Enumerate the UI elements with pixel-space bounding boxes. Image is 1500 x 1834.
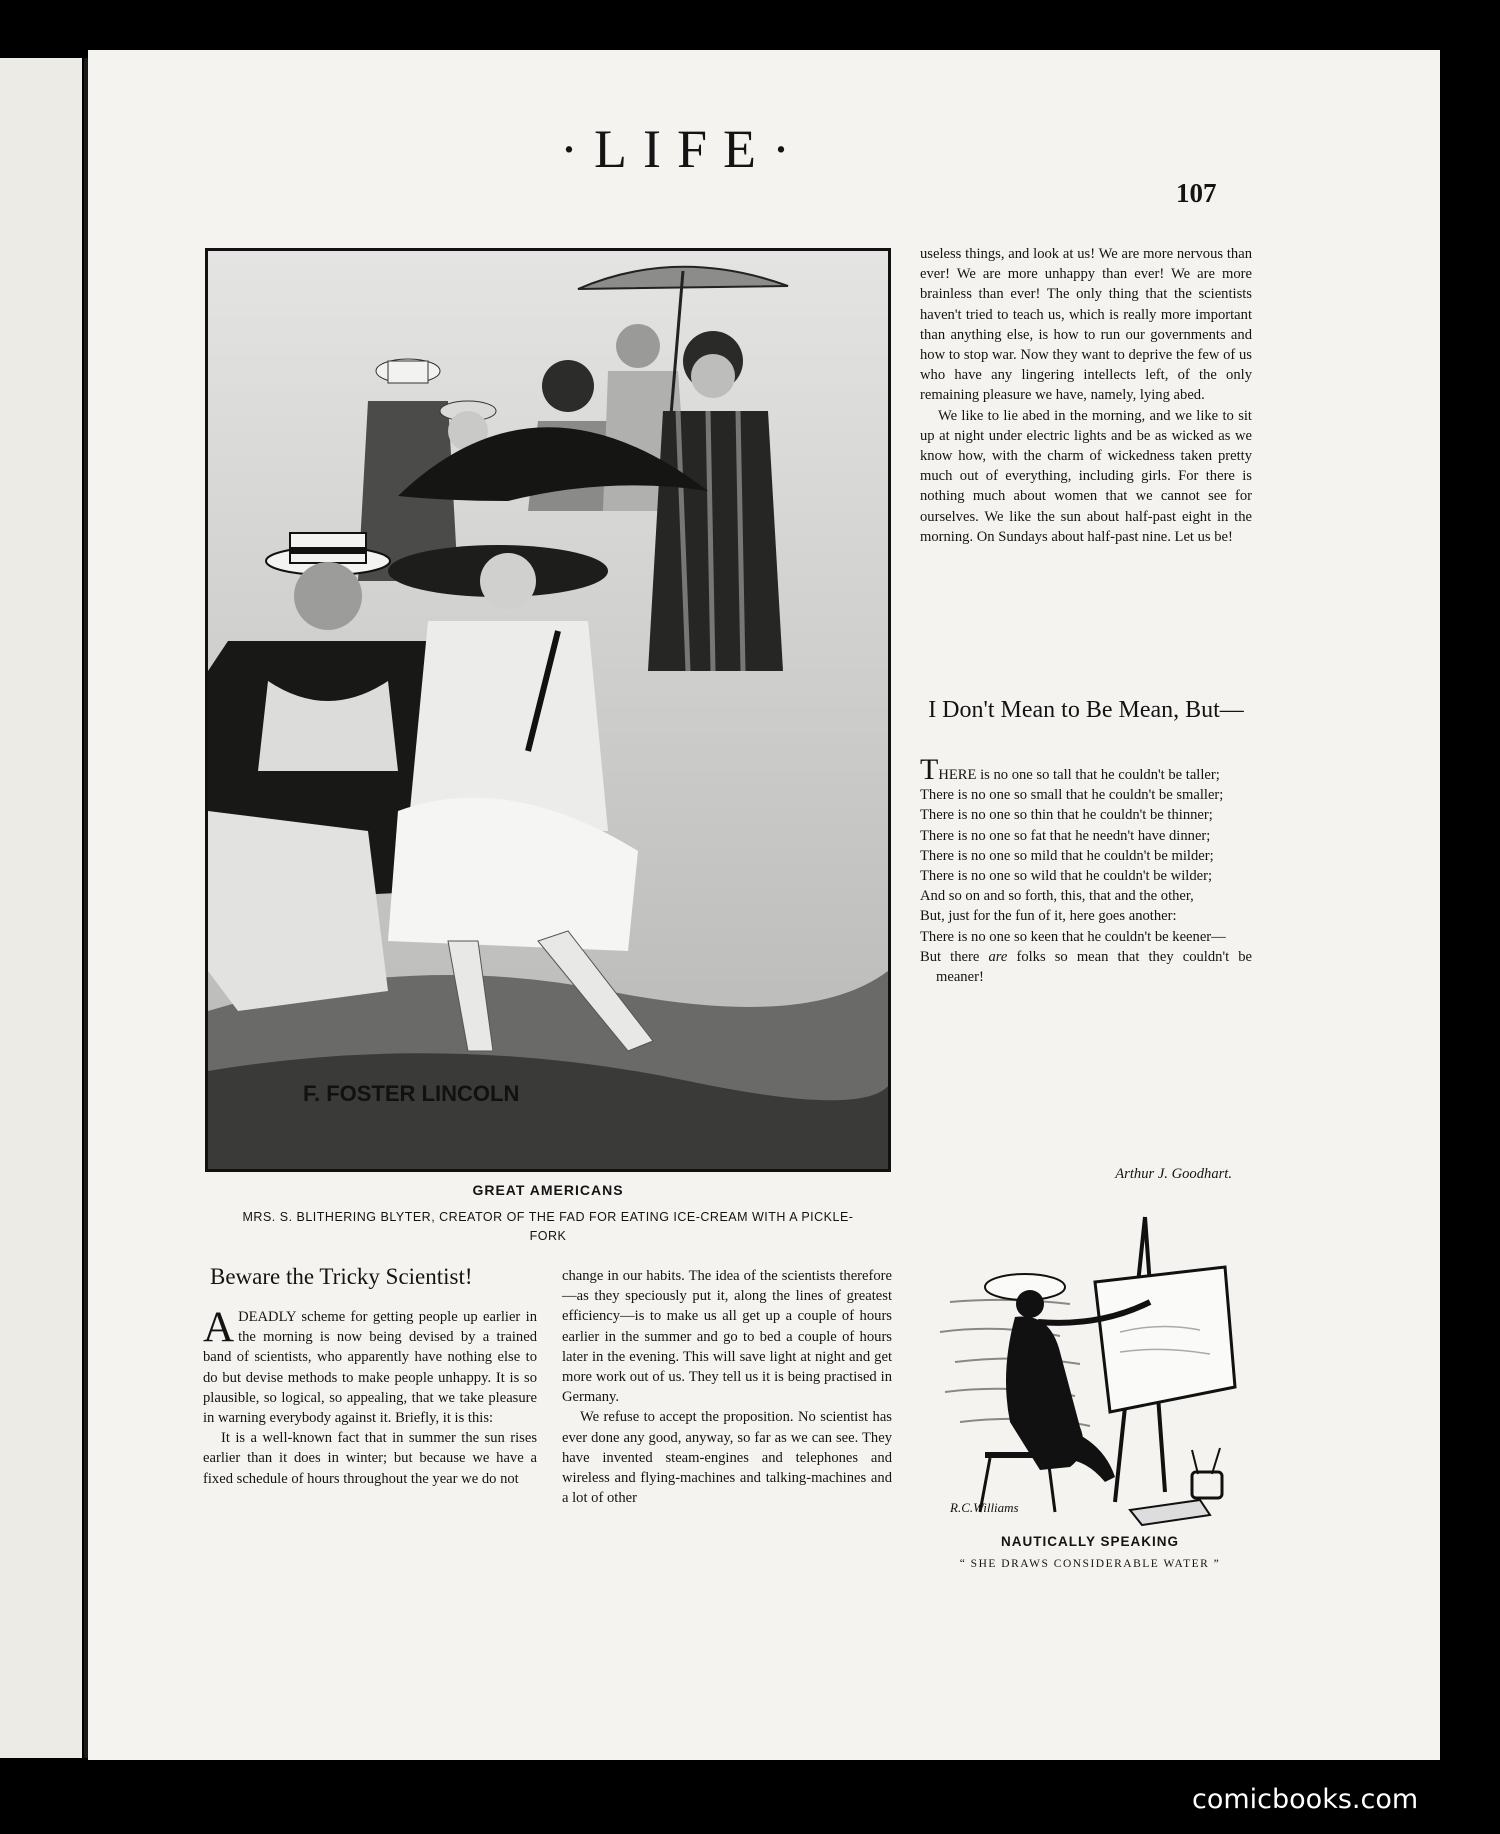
poem-heading: I Don't Mean to Be Mean, But— xyxy=(928,697,1244,723)
poem-line: THERE is no one so tall that he couldn't be taller; xyxy=(920,753,1220,786)
sketch-caption-subtitle: “ SHE DRAWS CONSIDERABLE WATER ” xyxy=(959,1558,1221,1570)
sketch-caption-title: NAUTICALLY SPEAKING xyxy=(1000,1534,1180,1549)
page-number: 107 xyxy=(1176,178,1217,208)
article-paragraph: ADEADLY scheme for getting people up earlier in the morning is now being devised by a trained band of scientists, who apparently have nothing else to do but devise methods to make people unhappy. It is so plausible, so logical, so appealing, that we take pleasure in warning everybody against it. Briefly, it is this: xyxy=(203,1304,537,1427)
article-continuation-column xyxy=(920,244,1252,547)
poem-line: There is no one so fat that he needn't have dinner; xyxy=(920,827,1211,844)
left-page-edge xyxy=(0,58,82,1758)
article-paragraph: It is a well-known fact that in summer the sun rises earlier than it does in winter; but because we have a fixed schedule of hours throughout the year we do not xyxy=(203,1430,537,1487)
poem-last-line: But there are folks so mean that they couldn't be meaner! xyxy=(920,948,1252,986)
poem-line: But, just for the fun of it, here goes another: xyxy=(920,908,1177,925)
poem-line: There is no one so keen that he couldn't be keener— xyxy=(920,928,1226,945)
article-paragraph: We like to lie abed in the morning, and we like to sit up at night under electric lights and be as wicked as we know how, with the charm of wickedness taken pretty much out of everything, including girls. For there is nothing much about women that we cannot see for ourselves. We like the sun about half-past eight in the morning. On Sundays about half-past nine. Let us be! xyxy=(920,407,1252,545)
article-dropcap: A xyxy=(203,1304,235,1351)
article-paragraph: change in our habits. The idea of the scientists therefore—as they speciously put it, along the lines of greatest efficiency—is to make us all get up a couple of hours earlier in the summer and go to bed a couple of hours later in the evening. This will save light at night and get more work out of us. They tell us it is being practised in Germany. xyxy=(562,1268,892,1406)
sketch-nautically-speaking xyxy=(930,1212,1250,1532)
poem-line: There is no one so wild that he couldn't be wilder; xyxy=(920,868,1213,885)
article-column-2 xyxy=(562,1266,892,1508)
watermark: comicbooks.com xyxy=(1192,1784,1419,1815)
illustration-signature: F. FOSTER LINCOLN xyxy=(303,1081,520,1106)
illustration-caption-subtitle: MRS. S. BLITHERING BLYTER, CREATOR OF THE FAD FOR EATING ICE-CREAM WITH A PICKLE-FORK xyxy=(242,1210,854,1243)
article-paragraph: We refuse to accept the proposition. No scientist has ever done any good, anyway, so far as we can see. They have invented steam-engines and telephones and wireless and flying-machines and talking-machines and a lot of other xyxy=(562,1409,892,1507)
poem-line: There is no one so mild that he couldn't be milder; xyxy=(920,847,1214,864)
illustration-caption-title: GREAT AMERICANS xyxy=(472,1182,624,1198)
article-paragraph: useless things, and look at us! We are more nervous than ever! We are more unhappy than ever! We are more brainless than ever! The only thing that the scientists haven't tried to teach us, which is really more important than anything else, is how to run our governments and how to stop war. Now they want to deprive the few of us who have any lingering intellects left, of the only remaining pleasure we have, namely, lying abed. xyxy=(920,246,1252,404)
article-column-1 xyxy=(203,1304,537,1489)
poem-dropcap: T xyxy=(920,753,939,786)
poem-author: Arthur J. Goodhart. xyxy=(1115,1166,1232,1182)
article-heading: Beware the Tricky Scientist! xyxy=(210,1264,473,1289)
page-title: ·LIFE· xyxy=(560,119,806,179)
illustration-great-americans xyxy=(205,248,891,1172)
sketch-signature: R.C.Williams xyxy=(950,1500,1019,1515)
poem-line: There is no one so small that he couldn't be smaller; xyxy=(920,787,1224,804)
poem-body xyxy=(920,753,1252,987)
poem-line: There is no one so thin that he couldn't be thinner; xyxy=(920,807,1213,824)
poem-line: And so on and so forth, this, that and the other, xyxy=(920,888,1194,905)
